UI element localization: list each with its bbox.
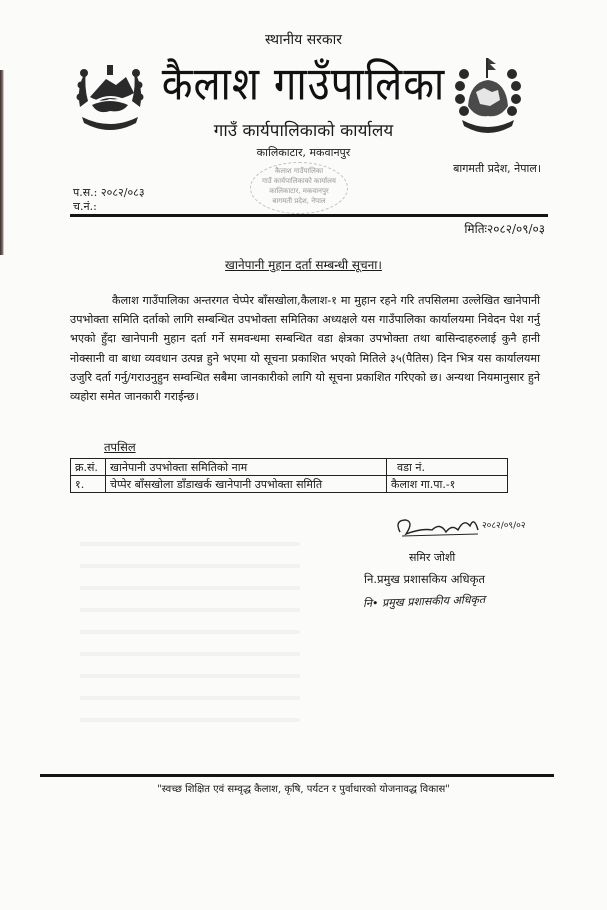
footer-slogan: "स्वच्छ शिक्षित एवं सम्वृद्ध कैलाश, कृषि, पर्यटन र पुर्वाधारको योजनावद्ध विकास" [157,784,450,795]
header-ward-no: वडा नं. [387,459,508,476]
table-header-row [71,459,508,476]
header-divider [70,214,548,217]
header-committee-name: खानेपानी उपभोक्ता समितिको नाम [106,459,387,476]
handwritten-signature [392,512,532,546]
table-row [71,476,508,493]
signer-designation-stamp: नि• प्रमुख प्रशासकीय अधिकृत [362,592,486,611]
office-address: कालिकाटार, मकवानपुर [256,146,351,159]
committee-table [70,458,508,493]
cell-ward-no: कैलाश गा.पा.-१ [387,476,508,493]
nepal-government-emblem-icon [70,57,150,137]
header-serial: क्र.सं. [71,459,106,476]
municipality-title: कैलाश गाउँपालिका [161,58,446,111]
reference-number: प.स.: २०८२/०८३ [73,186,145,199]
cell-committee-name: चेप्पेर बाँसखोला डाँडाखर्क खानेपानी उपभोक्ता समिति [106,476,387,493]
local-government-label: स्थानीय सरकार [265,32,342,48]
province-label: बागमती प्रदेश, नेपाल। [453,162,541,175]
stamp-line: गाउँ कार्यपालिकाको कार्यालय [262,177,336,185]
cell-serial: १. [71,476,106,493]
footer-divider [40,774,554,777]
bleed-through-texture [80,530,300,730]
stamp-line: कालिकाटार, मकवानपुर [269,187,329,195]
notice-body: कैलाश गाउँपालिका अन्तरगत चेप्पेर बाँसखोला,कैलाश-१ मा मुहान रहने गरि तपसिलमा उल्लेखित खानेपानी उपभोक्ता समिति दर्ताको लागि सम्बन्धित उपभोक्ता समितिका अध्यक्षले यस गाउँपालिका कार्यालयमा निवेदन पेश गर्नु भएको हुँदा खानेपानी मुहान दर्ता गर्ने समवन्धमा सम्बन्धित वडा क्षेत्रका उपभोक्ता तथा बासिन्दाहरुलाई कुनै हानी नोक्सानी वा बाधा व्यवधान उत्पन्न हुने भएमा यो सूचना प्रकाशित भएको मितिले ३५(पैतिस) दिन भित्र यस कार्यालयमा उजुरि दर्ता गर्नु/गराउनुहुन सम्वन्धित सबैमा जानकारीको लागि यो सूचना प्रकाशित गरिएको छ। अन्यथा नियमानुसार हुने व्यहोरा समेत जानकारी गराईन्छ। [70,294,540,404]
notice-date: मितिः२०८२/०९/०३ [464,222,545,236]
notice-subject-text: खानेपानी मुहान दर्ता सम्बन्धी सूचना। [225,258,382,272]
office-seal-stamp [250,162,348,214]
signer-name: समिर जोशी [409,551,456,564]
table-caption: तपसिल [104,440,136,454]
notice-subject [0,256,607,273]
municipality-emblem-icon [450,52,526,140]
stamp-line: कैलाश गाउँपालिका [274,167,324,175]
stamp-line: बागमती प्रदेश, नेपाल [272,197,326,205]
signer-title: नि.प्रमुख प्रशासकिय अधिकृत [364,572,485,586]
dispatch-number: च.नं.: [73,200,97,213]
signature-date: २०८२/०९/०२ [482,521,526,531]
office-name: गाउँ कार्यपालिकाको कार्यालय [213,121,394,141]
